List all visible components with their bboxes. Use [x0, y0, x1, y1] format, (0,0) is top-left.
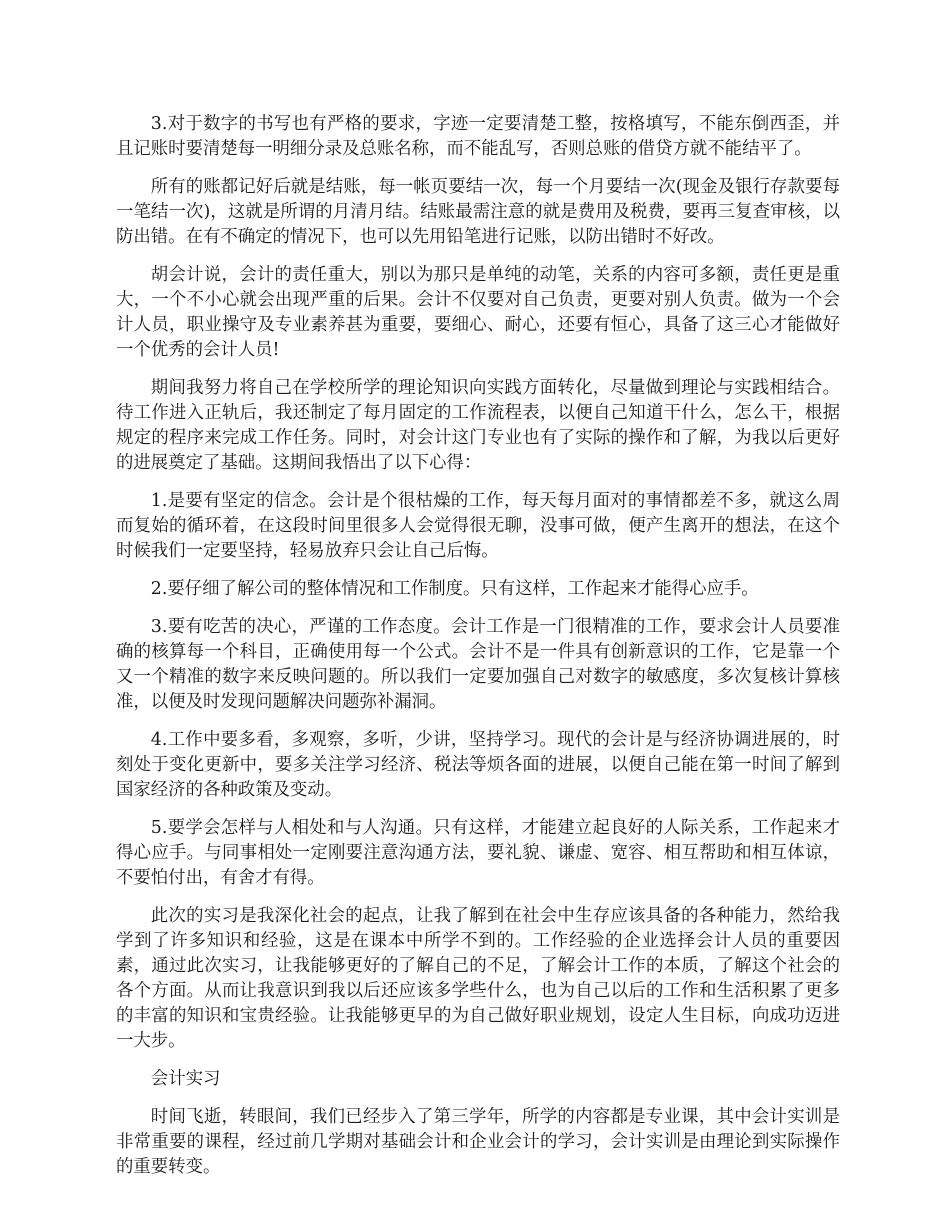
paragraph-point-3: 3.要有吃苦的决心，严谨的工作态度。会计工作是一门很精准的工作，要求会计人员要准确的核算每一个科目，正确使用每一个公式。会计不是一件具有创新意识的工作，它是靠一个又一个精准的数字来反映问题的。所以我们一定要加强自己对数字的敏感度，多次复核计算核准，以便及时发现问题解决问题弥补漏洞。 [116, 617, 840, 712]
document-body [116, 112, 840, 1193]
paragraph-internship-summary: 此次的实习是我深化社会的起点，让我了解到在社会中生存应该具备的各种能力，然给我学到了许多知识和经验，这是在课本中所学不到的。工作经验的企业选择会计人员的重要因素，通过此次实习，让我能够更好的了解自己的不足，了解会计工作的本质，了解这个社会的各个方面。从而让我意识到我以后还应该多学些什么，也为自己以后的工作和生活积累了更多的丰富的知识和宝贵经验。让我能够更早的为自己做好职业规划，设定人生目标，向成功迈进一大步。 [116, 906, 840, 1051]
paragraph-new-section-intro: 时间飞逝，转眼间，我们已经步入了第三学年，所学的内容都是专业课，其中会计实训是非常重要的课程，经过前几学期对基础会计和企业会计的学习，会计实训是由理论到实际操作的重要转变。 [116, 1107, 840, 1177]
section-heading: 会计实习 [150, 1069, 221, 1089]
paragraph-point-4: 4.工作中要多看，多观察，多听，少讲，坚持学习。现代的会计是与经济协调进展的，时刻处于变化更新中，要多关注学习经济、税法等烦各面的进展，以便自己能在第一时间了解到国家经济的各种政策及变动。 [116, 730, 840, 800]
paragraph-number-writing: 3.对于数字的书写也有严格的要求，字迹一定要清楚工整，按格填写，不能东倒西歪，并且记账时要清楚每一明细分录及总账名称，而不能乱写，否则总账的借贷方就不能结平了。 [116, 114, 840, 159]
paragraph-closing-accounts: 所有的账都记好后就是结账，每一帐页要结一次，每一个月要结一次(现金及银行存款要每一笔结一次)，这就是所谓的月清月结。结账最需注意的就是费用及税费，要再三复查审核，以防出错。在有不确定的情况下，也可以先用铅笔进行记账，以防出错时不好改。 [116, 177, 840, 247]
paragraph-accountant-responsibility: 胡会计说，会计的责任重大，别以为那只是单纯的动笔，关系的内容可多额，责任更是重大，一个不小心就会出现严重的后果。会计不仅要对自己负责，更要对别人负责。做为一个会计人员，职业操守及专业素养甚为重要，要细心、耐心，还要有恒心，具备了这三心才能做好一个优秀的会计人员! [116, 265, 840, 360]
paragraph-theory-practice: 期间我努力将自己在学校所学的理论知识向实践方面转化，尽量做到理论与实践相结合。待工作进入正轨后，我还制定了每月固定的工作流程表，以便自己知道干什么，怎么干，根据规定的程序来完成工作任务。同时，对会计这门专业也有了实际的操作和了解，为我以后更好的进展奠定了基础。这期间我悟出了以下心得： [116, 378, 840, 473]
paragraph-point-1: 1.是要有坚定的信念。会计是个很枯燥的工作，每天每月面对的事情都差不多，就这么周而复始的循环着，在这段时间里很多人会觉得很无聊，没事可做，便产生离开的想法，在这个时候我们一定要坚持，轻易放弃只会让自己后悔。 [116, 491, 840, 561]
paragraph-point-2: 2.要仔细了解公司的整体情况和工作制度。只有这样，工作起来才能得心应手。 [150, 579, 759, 599]
paragraph-point-5: 5.要学会怎样与人相处和与人沟通。只有这样，才能建立起良好的人际关系，工作起来才得心应手。与同事相处一定刚要注意沟通方法，要礼貌、谦虚、宽容、相互帮助和相互体谅，不要怕付出，有舍才有得。 [116, 818, 840, 888]
